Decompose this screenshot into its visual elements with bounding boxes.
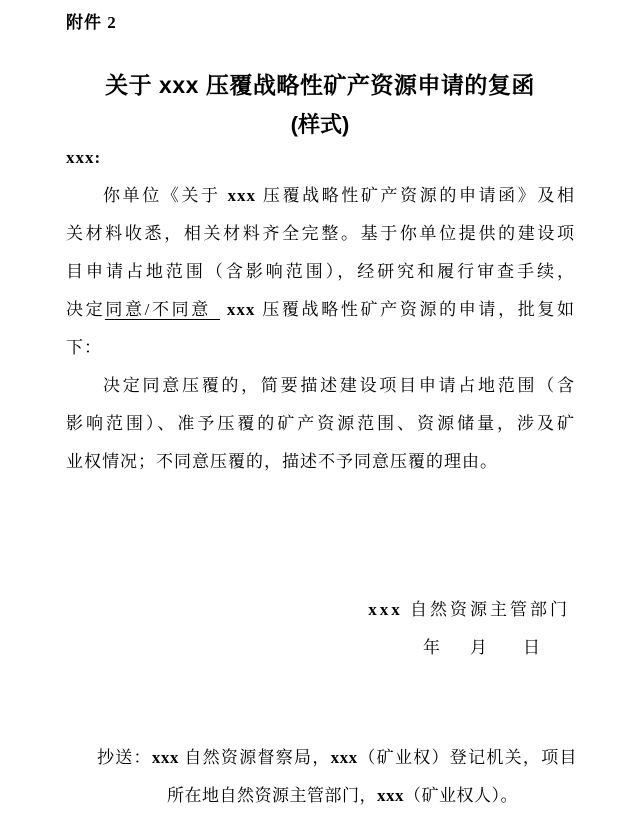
placeholder-xxx: xxx	[377, 786, 404, 805]
paragraph1-line3: 目申请占地范围（含影响范围），经研究和履行审查手续，	[66, 262, 575, 281]
cc-line2	[167, 777, 577, 815]
cc-text: 自然资源督察局，	[178, 748, 331, 767]
paragraph-text: 压覆战略性矿产资源的申请，批复如	[255, 300, 576, 319]
letter-body	[66, 139, 575, 481]
paragraph2-line2: 影响范围）、准予压覆的矿产资源范围、资源储量，涉及矿	[66, 414, 575, 433]
signature-date-line	[423, 629, 540, 667]
attachment-label: 附件 2	[66, 13, 117, 32]
document-title: 关于 xxx 压覆战略性矿产资源申请的复函	[105, 72, 535, 98]
paragraph1-line2: 关材料收悉，相关材料齐全完整。基于你单位提供的建设项	[66, 224, 575, 243]
cc-label: 抄送：	[97, 748, 152, 767]
paragraph2-line1: 决定同意压覆的，简要描述建设项目申请占地范围（含	[103, 376, 575, 395]
paragraph1-line1	[66, 177, 575, 215]
paragraph2-line3: 业权情况；不同意压覆的，描述不予同意压覆的理由。	[66, 452, 498, 471]
signature-organization	[368, 591, 570, 629]
placeholder-xxx: xxx	[368, 600, 403, 619]
cc-text: （矿业权人）。	[404, 786, 518, 805]
paragraph1-line4	[66, 291, 575, 329]
salutation: xxx:	[66, 148, 102, 167]
cc-text: （矿业权）登记机关，项目	[357, 748, 577, 767]
placeholder-xxx: xxx	[330, 748, 358, 767]
date-day-label: 日	[523, 638, 540, 657]
cc-section	[97, 739, 577, 815]
underlined-choice: 同意/不同意	[105, 300, 220, 320]
document-subtitle: (样式)	[290, 112, 350, 137]
organization-name: 自然资源主管部门	[402, 600, 570, 619]
paragraph-text: 决定	[66, 300, 106, 319]
date-month-label: 月	[470, 638, 487, 657]
placeholder-xxx: xxx	[227, 186, 257, 205]
placeholder-xxx: xxx	[151, 748, 179, 767]
paragraph-text: 你单位《关于	[103, 186, 228, 205]
date-year-label: 年	[423, 638, 440, 657]
cc-text: 所在地自然资源主管部门，	[167, 786, 377, 805]
cc-line1	[97, 739, 577, 777]
paragraph-text: 压覆战略性矿产资源的申请函》及相	[256, 186, 576, 205]
paragraph1-line5: 下：	[66, 338, 102, 357]
placeholder-xxx: xxx	[219, 300, 256, 319]
